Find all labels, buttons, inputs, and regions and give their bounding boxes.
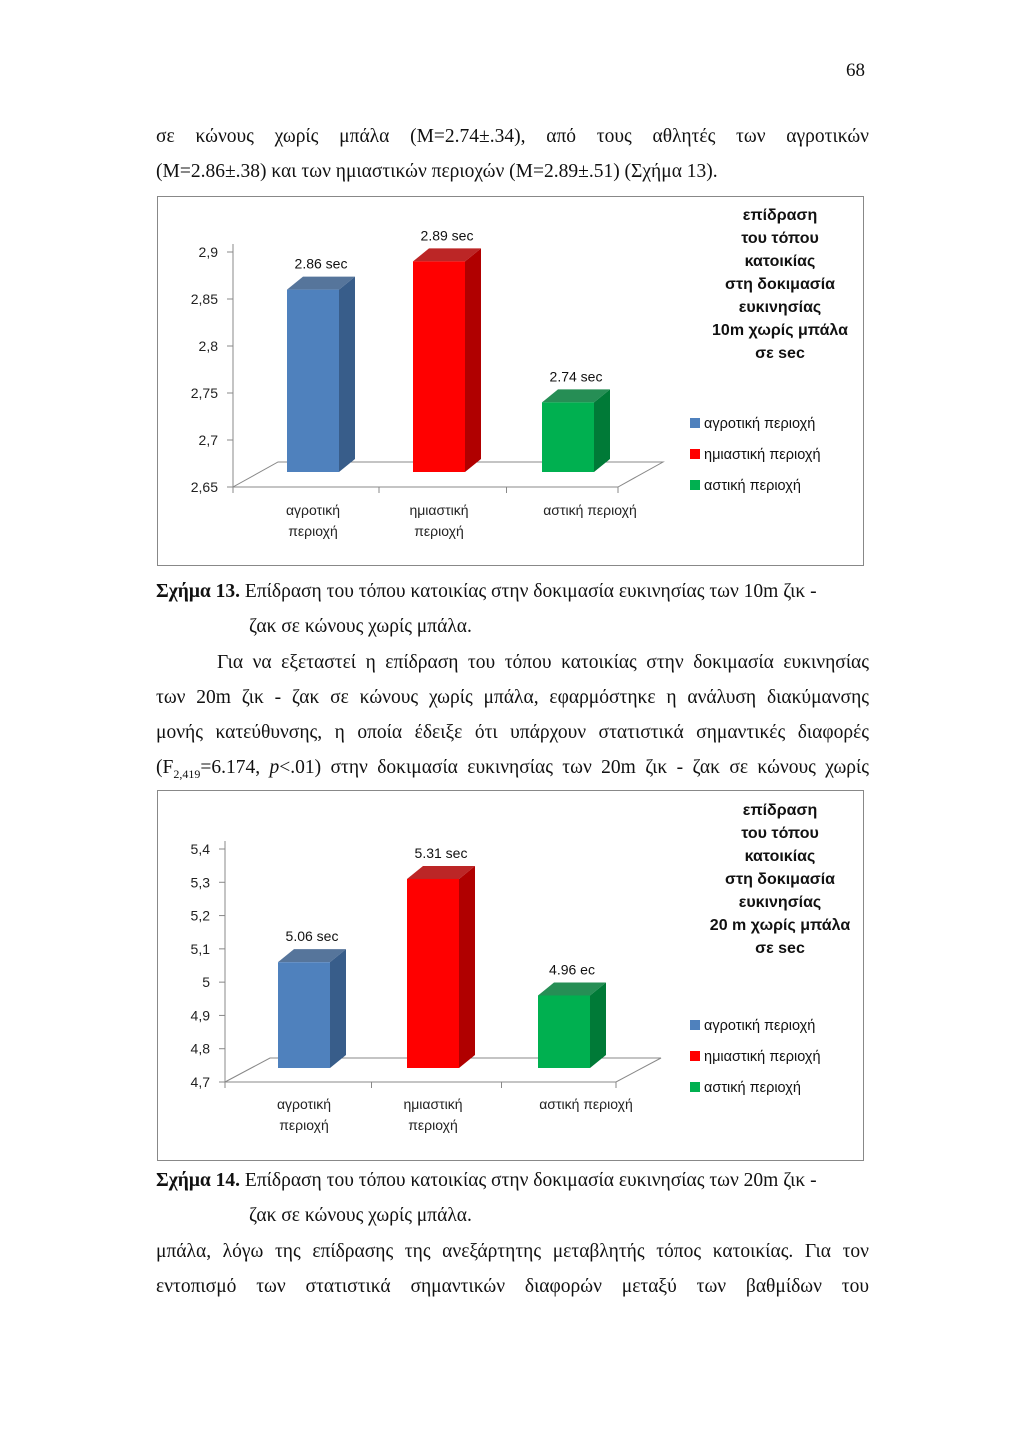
caption-text-line2: ζακ σε κώνους χωρίς μπάλα.	[249, 616, 472, 637]
y-tick-label: 2,8	[198, 338, 218, 354]
stat-text: <.01) στην δοκιμασία ευκινησίας των 20m ζικ - ζακ σε κώνους χωρίς	[279, 757, 869, 778]
paragraph-anova	[156, 645, 869, 785]
chart-title-line: στη δοκιμασία	[725, 871, 835, 888]
category-label: αστική περιοχή	[539, 1096, 633, 1112]
chart-title-line: επίδραση	[742, 207, 818, 224]
paragraph-line: μπάλα, λόγω της επίδρασης της ανεξάρτητης μεταβλητής τόπος κατοικίας. Για τον	[156, 1241, 869, 1262]
stat-subscript: 2,419	[173, 766, 201, 781]
bar-side	[339, 277, 355, 472]
caption-text-line2: ζακ σε κώνους χωρίς μπάλα.	[249, 1205, 472, 1226]
chart-figure-14	[157, 790, 864, 1161]
paragraph-line: μονής κατεύθυνσης, η οποία έδειξε ότι υπάρχουν στατιστικά σημαντικές διαφορές	[156, 722, 869, 743]
legend-swatch	[690, 418, 700, 428]
y-tick-label: 2,9	[198, 244, 218, 260]
bar-chart-10m	[158, 197, 863, 565]
bar	[287, 290, 339, 472]
data-label: 2.89 sec	[420, 227, 474, 244]
y-tick-label: 2,7	[198, 432, 218, 448]
bar-chart-20m	[158, 791, 863, 1160]
data-label: 5.31 sec	[414, 844, 468, 861]
category-label: αστική περιοχή	[543, 502, 637, 518]
caption-label: Σχήμα 13.	[156, 581, 241, 602]
stat-text: (F	[156, 757, 174, 778]
bar	[278, 962, 330, 1068]
y-tick-label: 4,7	[190, 1074, 210, 1090]
category-label: ημιαστική	[403, 1096, 463, 1112]
legend-label: αγροτική περιοχή	[704, 416, 816, 432]
chart-title-line: σε sec	[755, 345, 805, 362]
y-tick-label: 5,3	[190, 874, 210, 891]
bar-side	[590, 982, 606, 1068]
category-label: περιοχή	[408, 1117, 458, 1133]
figure-caption-13	[156, 574, 869, 644]
y-tick-label: 5,4	[190, 841, 210, 857]
data-label: 5.06 sec	[285, 928, 339, 945]
legend-swatch	[690, 1020, 700, 1030]
chart-title-line: σε sec	[755, 940, 805, 957]
paragraph-intro	[156, 119, 869, 189]
page-number: 68	[846, 60, 865, 81]
chart-title-line: κατοικίας	[744, 253, 816, 270]
chart-title-line: του τόπου	[741, 825, 819, 842]
y-tick-label: 5,1	[190, 940, 210, 957]
stat-p: p	[269, 757, 280, 778]
caption-text: Επίδραση του τόπου κατοικίας στην δοκιμασία ευκινησίας των 10m ζικ -	[240, 581, 817, 602]
y-tick-label: 5	[202, 974, 210, 991]
legend-swatch	[690, 1051, 700, 1061]
paragraph-line: σε κώνους χωρίς μπάλα (Μ=2.74±.34), από τους αθλητές των αγροτικών	[156, 126, 869, 147]
category-label: περιοχή	[279, 1117, 329, 1133]
y-tick-label: 2,65	[190, 479, 218, 495]
chart-title-line: επίδραση	[742, 802, 818, 819]
paragraph-line: των 20m ζικ - ζακ σε κώνους χωρίς μπάλα, εφαρμόστηκε η ανάλυση διακύμανσης	[156, 687, 869, 708]
paragraph-line: εντοπισμό των στατιστικά σημαντικών διαφορών μεταξύ των βαθμίδων του	[156, 1276, 869, 1297]
legend-swatch	[690, 1082, 700, 1092]
chart-title-line: ευκινησίας	[738, 299, 822, 316]
chart-title-line: 10m χωρίς μπάλα	[712, 322, 848, 339]
legend-label: ημιαστική περιοχή	[704, 1049, 821, 1065]
y-tick-label: 4,9	[190, 1007, 210, 1024]
chart-title-line: στη δοκιμασία	[725, 276, 835, 293]
data-label: 2.86 sec	[294, 255, 348, 272]
chart-title-line: του τόπου	[741, 230, 819, 247]
bar	[413, 261, 465, 472]
chart-title-line: 20 m χωρίς μπάλα	[709, 917, 851, 934]
y-tick-label: 5,2	[190, 907, 210, 924]
chart-title-line: κατοικίας	[744, 848, 816, 865]
category-label: περιοχή	[414, 523, 464, 539]
y-tick-label: 4,8	[190, 1040, 210, 1057]
bar-side	[465, 248, 481, 472]
category-label: ημιαστική	[409, 502, 469, 518]
y-tick-label: 2,75	[190, 385, 218, 401]
stat-text: =6.174,	[200, 757, 270, 778]
paragraph-line: Για να εξεταστεί η επίδραση του τόπου κατοικίας στην δοκιμασία ευκινησίας	[217, 652, 869, 673]
legend-label: αγροτική περιοχή	[704, 1018, 816, 1034]
paragraph-continuation	[156, 1234, 869, 1304]
chart-title-line: ευκινησίας	[738, 894, 822, 911]
caption-label: Σχήμα 14.	[156, 1170, 241, 1191]
bar-side	[594, 389, 610, 472]
bar	[538, 995, 590, 1068]
legend-swatch	[690, 449, 700, 459]
paragraph-line-stat	[156, 750, 869, 785]
y-tick-label: 2,85	[190, 291, 218, 307]
figure-caption-14	[156, 1163, 869, 1233]
chart-figure-13	[157, 196, 864, 566]
bar	[542, 402, 594, 472]
data-label: 4.96 ec	[549, 961, 595, 978]
paragraph-line: (Μ=2.86±.38) και των ημιαστικών περιοχών (Μ=2.89±.51) (Σχήμα 13).	[156, 161, 718, 182]
data-label: 2.74 sec	[549, 368, 603, 385]
bar-side	[330, 949, 346, 1068]
category-label: αγροτική	[276, 1096, 332, 1112]
caption-text: Επίδραση του τόπου κατοικίας στην δοκιμασία ευκινησίας των 20m ζικ -	[240, 1170, 817, 1191]
legend-label: αστική περιοχή	[704, 478, 801, 494]
bar	[407, 879, 459, 1068]
category-label: περιοχή	[288, 523, 338, 539]
category-label: αγροτική	[285, 502, 341, 518]
legend-label: ημιαστική περιοχή	[704, 447, 821, 463]
legend-label: αστική περιοχή	[704, 1080, 801, 1096]
bar-side	[459, 866, 475, 1068]
legend-swatch	[690, 480, 700, 490]
